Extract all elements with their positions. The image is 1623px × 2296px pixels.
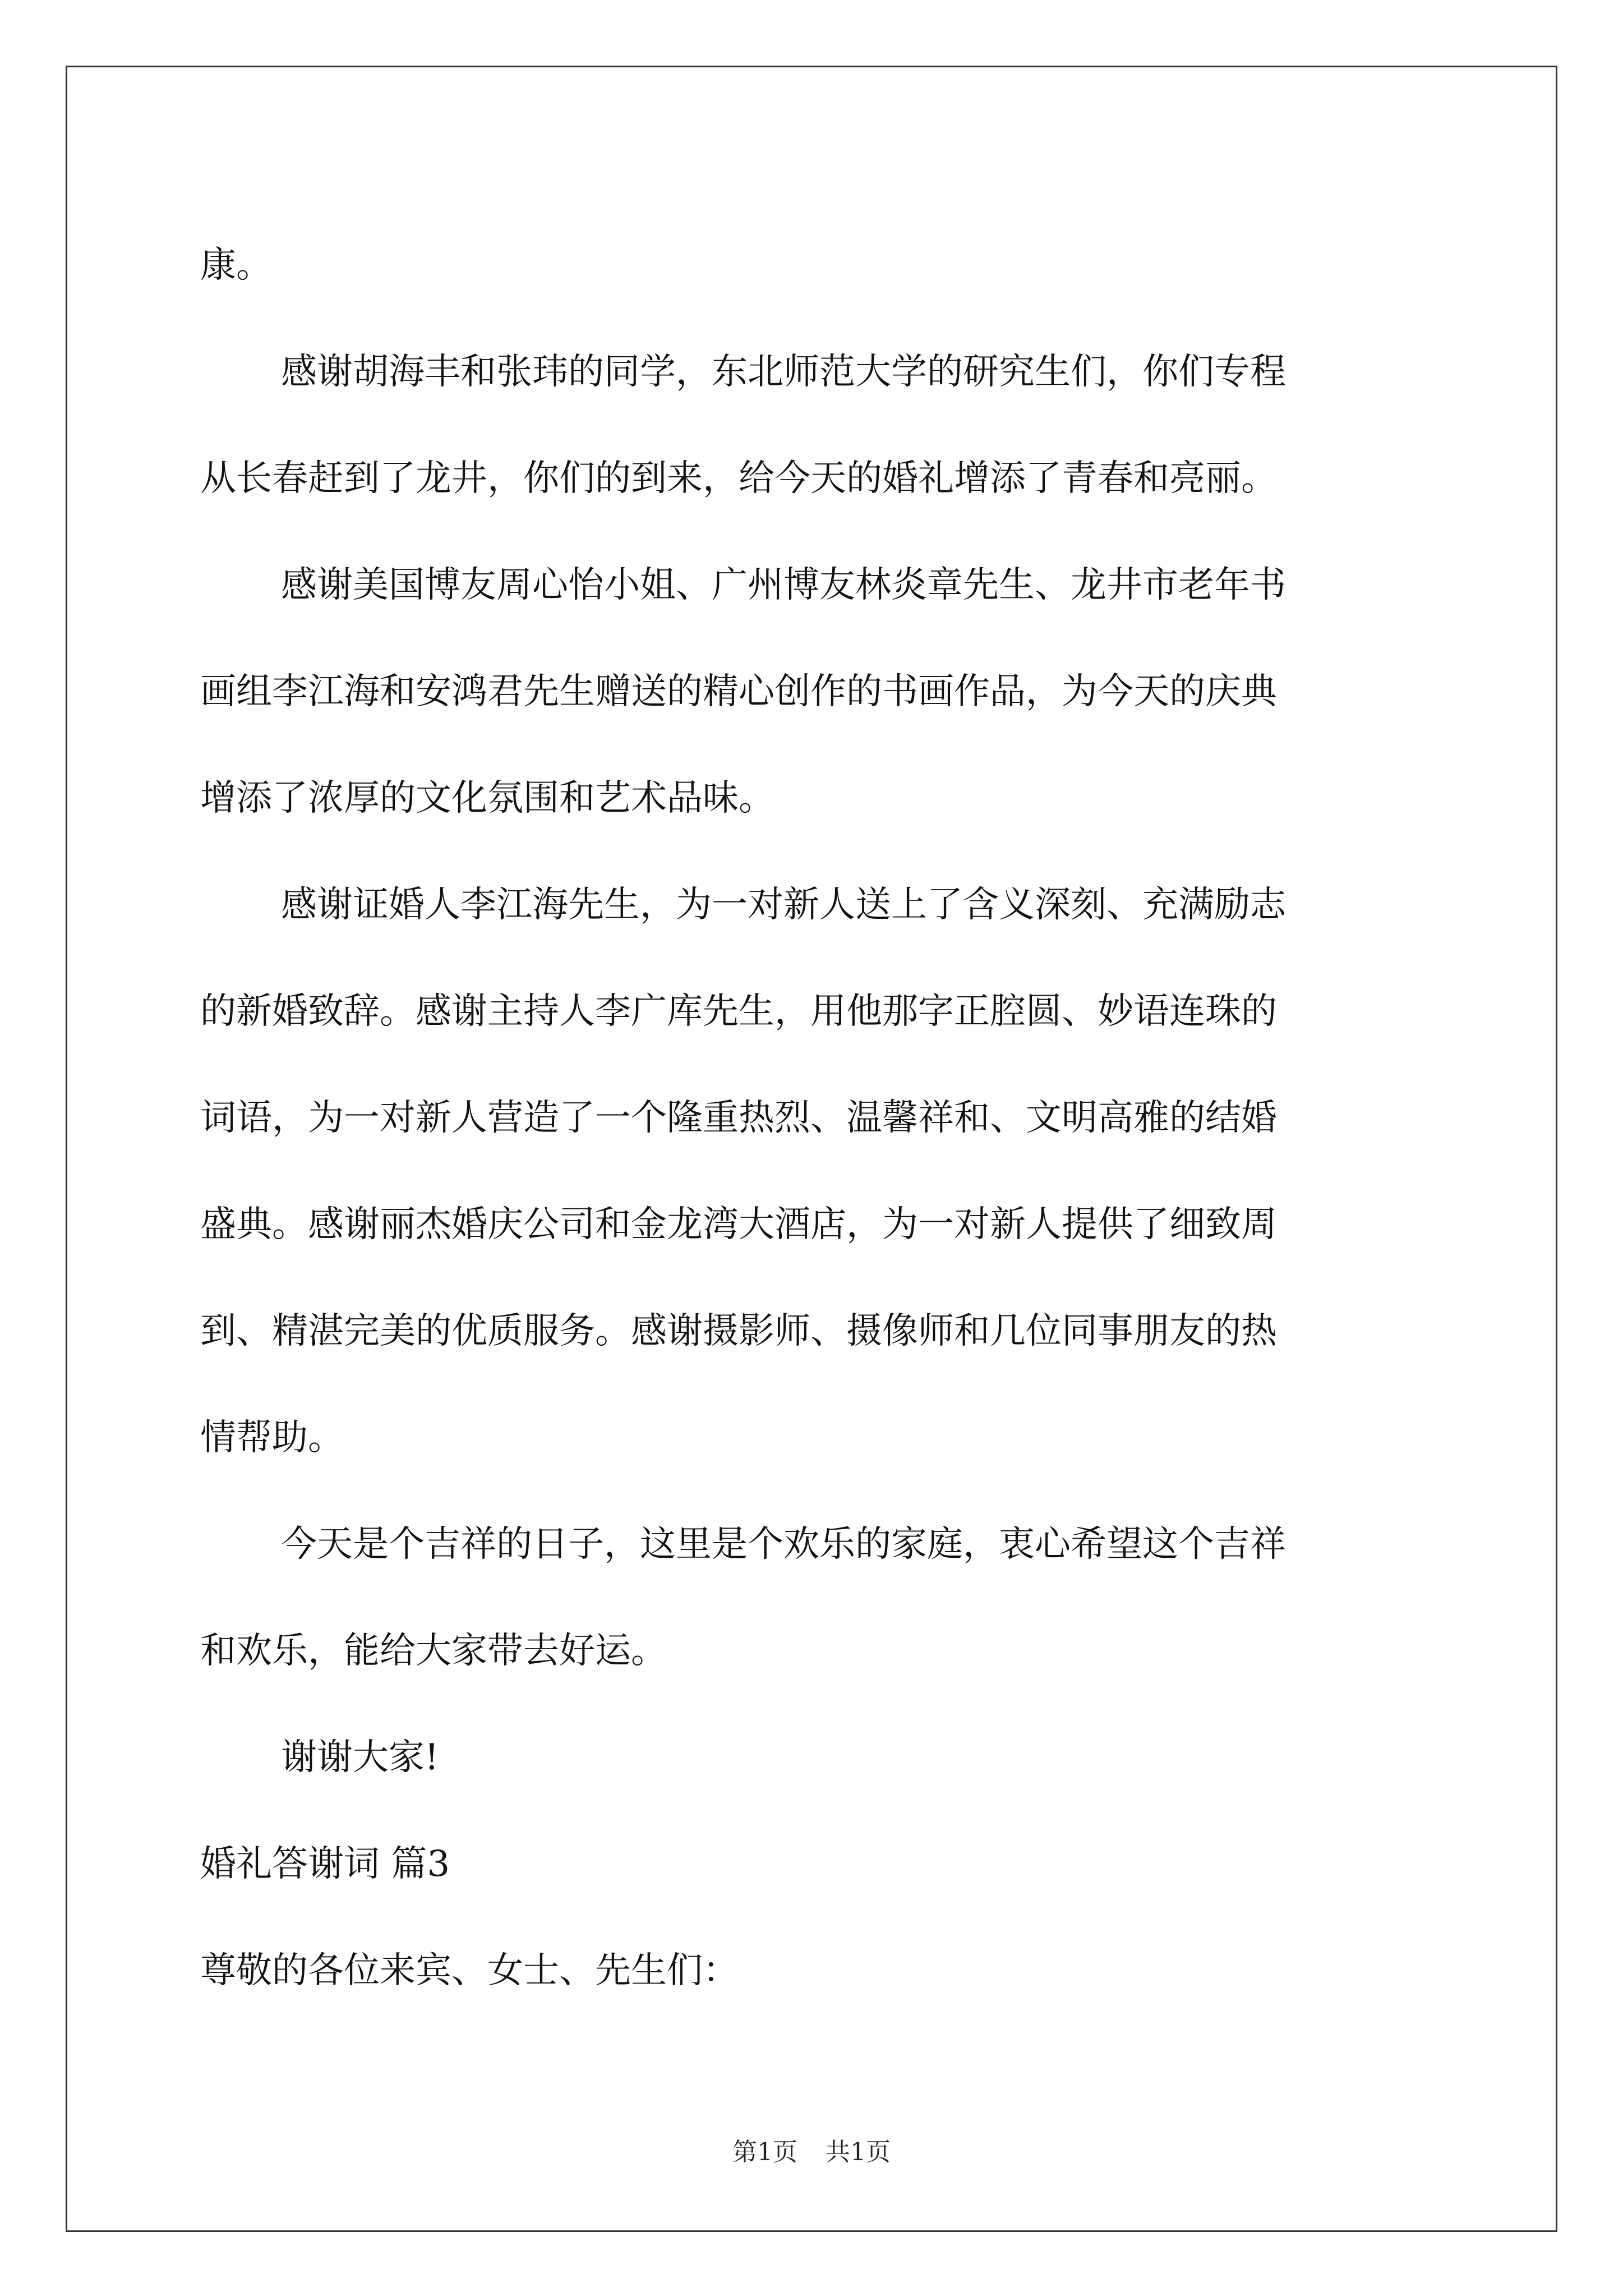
text-line-12: 情帮助。 <box>200 1417 344 1458</box>
text-line-8: 的新婚致辞。感谢主持人李广库先生，用他那字正腔圆、妙语连珠的 <box>200 991 1277 1032</box>
text-line-4: 感谢美国博友周心怡小姐、广州博友林炎章先生、龙井市老年书 <box>281 564 1286 606</box>
text-line-1: 康。 <box>200 245 272 286</box>
text-line-11: 到、精湛完美的优质服务。感谢摄影师、摄像师和几位同事朋友的热 <box>200 1310 1277 1352</box>
section-heading: 婚礼答谢词 篇3 <box>200 1843 450 1885</box>
text-line-7: 感谢证婚人李江海先生，为一对新人送上了含义深刻、充满励志 <box>281 884 1286 926</box>
page-footer <box>0 2132 1623 2168</box>
text-line-13: 今天是个吉祥的日子，这里是个欢乐的家庭，衷心希望这个吉祥 <box>281 1524 1286 1565</box>
text-line-3: 从长春赶到了龙井，你们的到来，给今天的婚礼增添了青春和亮丽。 <box>200 458 1277 499</box>
text-line-9: 词语，为一对新人营造了一个隆重热烈、温馨祥和、文明高雅的结婚 <box>200 1097 1277 1139</box>
text-line-10: 盛典。感谢丽杰婚庆公司和金龙湾大酒店，为一对新人提供了细致周 <box>200 1204 1277 1245</box>
text-line-5: 画组李江海和安鸿君先生赠送的精心创作的书画作品，为今天的庆典 <box>200 671 1277 712</box>
text-line-15: 谢谢大家! <box>281 1737 439 1778</box>
text-line-6: 增添了浓厚的文化氛围和艺术品味。 <box>200 777 774 819</box>
page-number-total: 共1页 <box>826 2138 891 2166</box>
document-body <box>200 212 1428 2024</box>
page-number-current: 第1页 <box>732 2138 797 2166</box>
salutation-line: 尊敬的各位来宾、女士、先生们： <box>200 1950 739 1991</box>
text-line-14: 和欢乐，能给大家带去好运。 <box>200 1630 667 1672</box>
text-line-2: 感谢胡海丰和张玮的同学，东北师范大学的研究生们，你们专程 <box>281 351 1286 393</box>
